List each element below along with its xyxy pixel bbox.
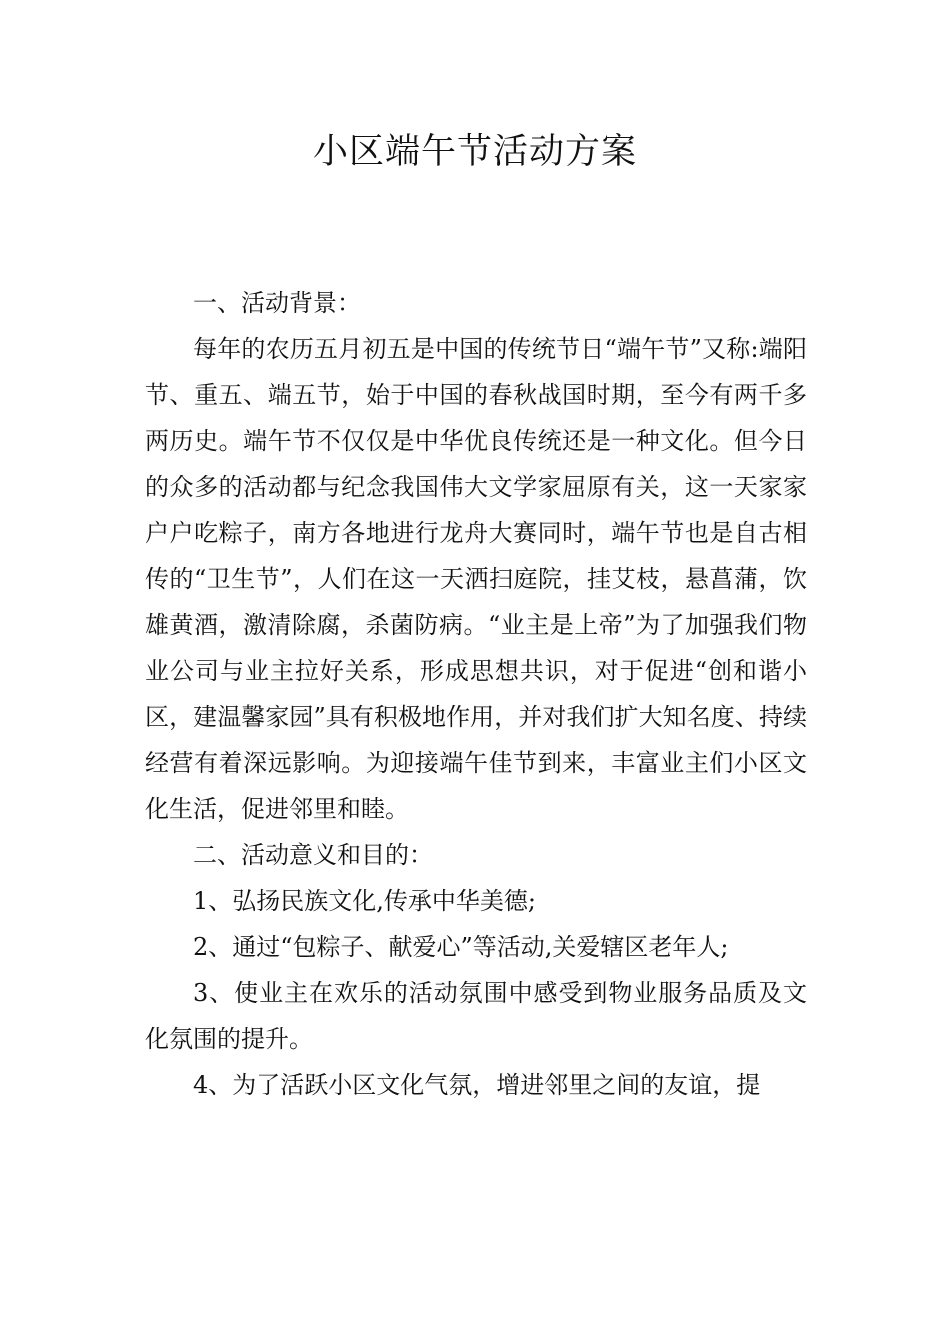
section-heading-purpose: 二、活动意义和目的： [193, 841, 433, 869]
list-item-1: 1、弘扬民族文化,传承中华美德; [193, 887, 536, 915]
document-body [145, 280, 807, 1108]
document-title: 小区端午节活动方案 [312, 132, 637, 172]
list-item-3: 3、使业主在欢乐的活动氛围中感受到物业服务品质及文化氛围的提升。 [145, 979, 807, 1053]
paragraph-background: 每年的农历五月初五是中国的传统节日“端午节”又称:端阳节、重五、端五节，始于中国的春秋战国时期，至今有两千多两历史。端午节不仅仅是中华优良传统还是一种文化。但今日的众多的活动都与纪念我国伟大文学家屈原有关，这一天家家户户吃粽子，南方各地进行龙舟大赛同时，端午节也是自古相传的“卫生节”，人们在这一天洒扫庭院，挂艾枝，悬菖蒲，饮雄黄酒，激清除腐，杀菌防病。“业主是上帝”为了加强我们物业公司与业主拉好关系，形成思想共识，对于促进“创和谐小区，建温馨家园”具有积极地作用，并对我们扩大知名度、持续经营有着深远影响。为迎接端午佳节到来，丰富业主们小区文化生活，促进邻里和睦。 [145, 335, 807, 823]
list-item-2: 2、通过“包粽子、献爱心”等活动,关爱辖区老年人; [193, 933, 729, 961]
list-item-4: 4、为了活跃小区文化气氛，增进邻里之间的友谊，提 [193, 1071, 761, 1099]
section-heading-background: 一、活动背景： [193, 289, 361, 317]
